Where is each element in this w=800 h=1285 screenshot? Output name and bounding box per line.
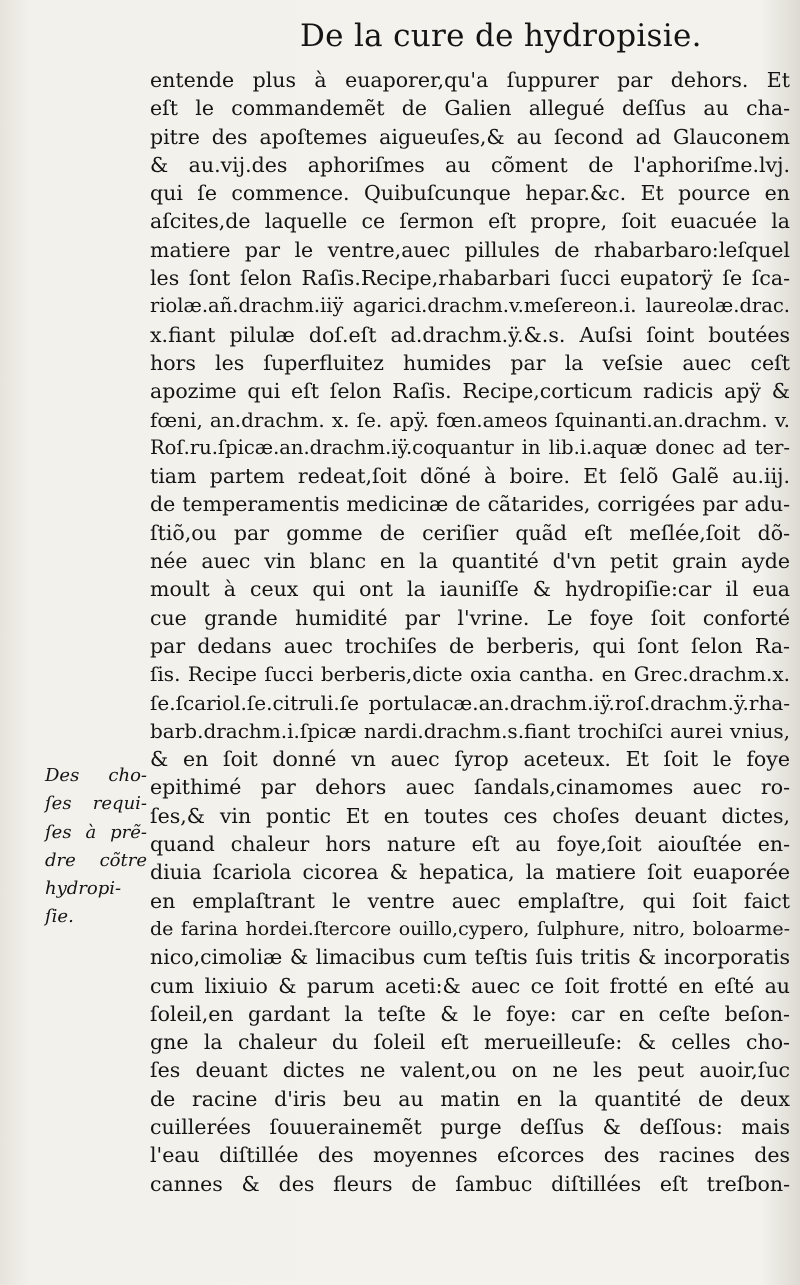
margin-note-line: ſie. [45, 906, 74, 928]
text-line: qui ſe commence. Quibuſcunque hepar.&c. Et pource en [150, 181, 790, 206]
text-line: ſes,& vin pontic Et en toutes ces choſes deuant dictes, [150, 803, 790, 828]
text-line: matiere par le ventre,auec pillules de rhabarbaro:leſquel [150, 237, 790, 262]
text-line: de racine d'iris beu au matin en la quantité de deux [150, 1086, 790, 1111]
text-line: cuillerées ſouuerainemẽt purge deſſus & deſſous: mais [150, 1114, 790, 1139]
text-line: de temperamentis medicinæ de cãtarides, corrigées par adu- [150, 492, 790, 517]
text-line: Roſ.ru.ſpicæ.an.drachm.iÿ.coquantur in lib.i.aquæ donec ad ter- [150, 435, 790, 459]
margin-note-line: Des cho- [45, 765, 147, 786]
text-line: epithimé par dehors auec ſandals,cinamomes auec ro- [150, 775, 790, 800]
text-line: hors les ſuperfluitez humides par la veſsie auec ceſt [150, 350, 790, 375]
text-line: cannes & des fleurs de ſambuc diſtillées eſt treſbon- [150, 1171, 790, 1196]
text-line: cum lixiuio & parum aceti:& auec ce ſoit frotté en eſté au [150, 973, 790, 998]
margin-note-line: dre cõtre [45, 849, 147, 871]
text-line: riolæ.añ.drachm.iiÿ agarici.drachm.v.meſereon.i. laureolæ.drac. [150, 294, 790, 318]
text-line: quand chaleur hors nature eſt au foye,ſoit aiouſtée en- [150, 832, 790, 857]
text-line: l'eau diſtillée des moyennes eſcorces des racines des [150, 1143, 790, 1168]
text-line: & au.vij.des aphoriſmes au cõment de l'aphoriſme.lvj. [150, 152, 790, 177]
margin-note-line: ſes requi- [45, 793, 147, 815]
text-line: ſes deuant dictes ne valent,ou on ne les peut auoir,ſuc [150, 1058, 790, 1083]
text-line: en emplaſtrant le ventre auec emplaſtre, qui ſoit faict [150, 888, 790, 913]
text-line: x.fiant pilulæ doſ.eſt ad.drachm.ÿ.&.s. Auſsi ſoint boutées [150, 322, 790, 347]
text-line: ſe.ſcariol.ſe.citruli.ſe portulacæ.an.drachm.iÿ.roſ.drachm.ÿ.rha- [150, 690, 790, 715]
text-line: nico,cimoliæ & limacibus cum teſtis ſuis tritis & incorporatis [150, 945, 790, 970]
margin-note [45, 762, 147, 932]
text-line: par dedans auec trochiſes de berberis, qui ſont ſelon Ra- [150, 633, 790, 658]
text-line: apozime qui eſt ſelon Raſis. Recipe,corticum radicis apÿ & [150, 379, 790, 404]
text-line: & en ſoit donné vn auec ſyrop aceteux. Et ſoit le foye [150, 747, 790, 772]
text-line: gne la chaleur du ſoleil eſt merueilleuſe: & celles cho- [150, 1030, 790, 1055]
text-line: ſtiõ,ou par gomme de ceriſier quãd eſt meſlée,ſoit dõ- [150, 520, 790, 545]
text-line: tiam partem redeat,ſoit dõné à boire. Et ſelõ Galẽ au.iij. [150, 464, 790, 489]
text-line: pitre des apoſtemes aigueuſes,& au ſecond ad Glauconem [150, 124, 790, 149]
main-text-block [150, 66, 790, 1198]
text-line: eſt le commandemẽt de Galien allegué deſſus au cha- [150, 96, 790, 121]
running-title: De la cure de hydropisie. [300, 18, 702, 54]
text-line: moult à ceux qui ont la iauniſſe & hydropiſie:car il eua [150, 577, 790, 602]
margin-note-line: hydropi- [45, 878, 122, 900]
text-line: de farina hordei.ſtercore ouillo,cypero, ſulphure, nitro, boloarme- [150, 917, 790, 940]
text-line: aſcites,de laquelle ce ſermon eſt propre, ſoit euacuée la [150, 209, 790, 234]
text-line: entende plus à euaporer,qu'a ſuppurer par dehors. Et [150, 68, 790, 92]
text-line: cue grande humidité par l'vrine. Le foye ſoit conforté [150, 605, 790, 630]
text-line: barb.drachm.i.ſpicæ nardi.drachm.s.fiant trochiſci aurei vnius, [150, 718, 790, 743]
text-line: ſoleil,en gardant la teſte & le foye: car en ceſte beſon- [150, 1001, 790, 1026]
text-line: les ſont ſelon Raſis.Recipe,rhabarbari ſucci eupatorÿ ſe ſca- [150, 266, 790, 291]
text-line: fœni, an.drachm. x. ſe. apÿ. fœn.ameos ſquinanti.an.drachm. v. [150, 407, 790, 432]
text-line: ſis. Recipe ſucci berberis,dicte oxia cantha. en Grec.drachm.x. [150, 662, 790, 687]
text-line: diuia ſcariola cicorea & hepatica, la matiere ſoit euaporée [150, 860, 790, 885]
margin-note-line: ſes à prẽ- [45, 821, 147, 843]
text-line: née auec vin blanc en la quantité d'vn petit grain ayde [150, 549, 790, 574]
